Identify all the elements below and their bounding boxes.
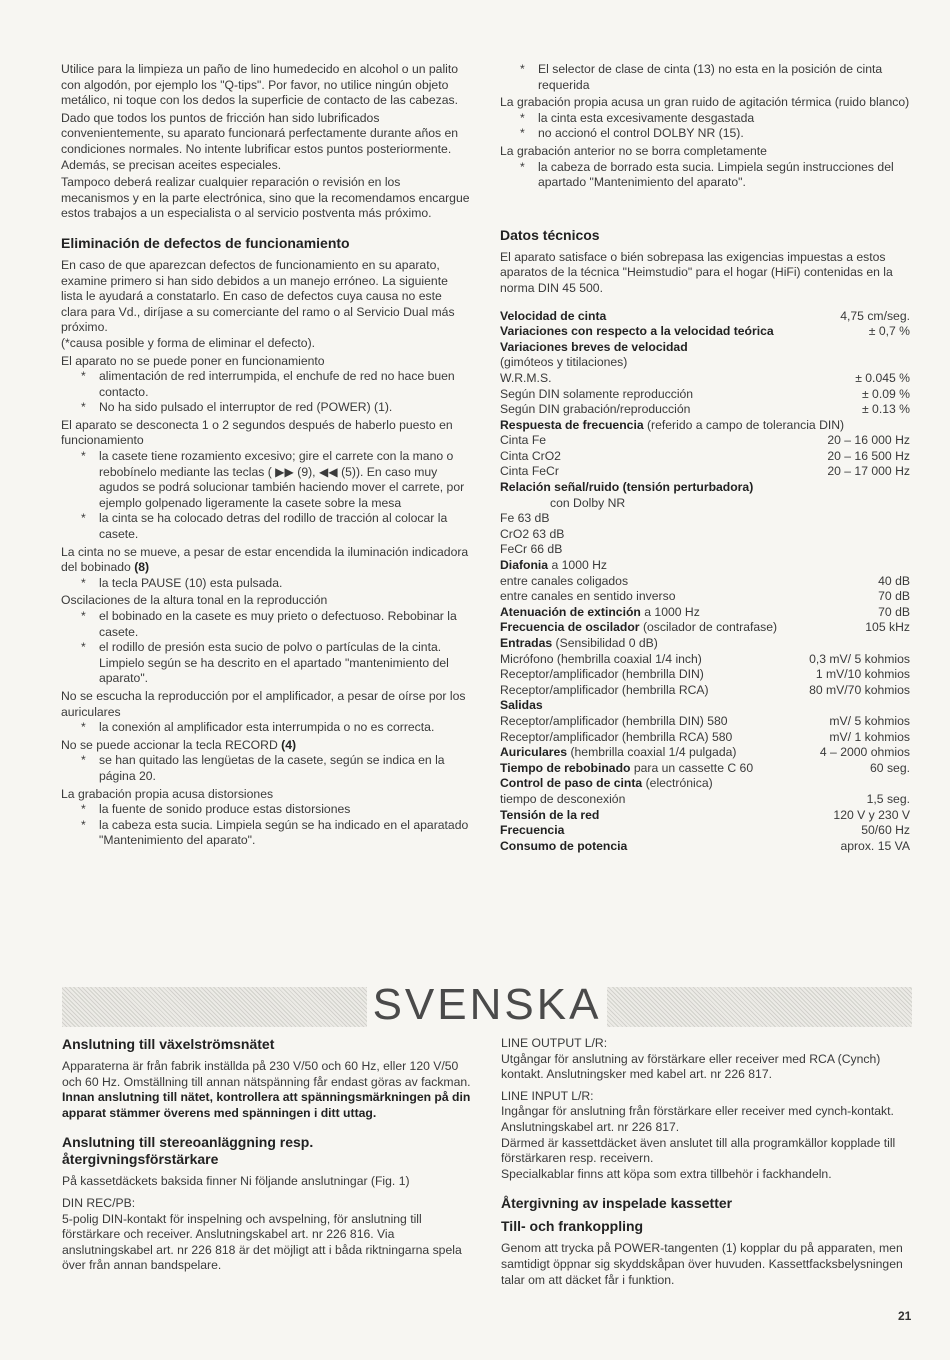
page-number: 21 — [898, 1309, 912, 1323]
right-column-bottom — [501, 1036, 911, 1288]
line-output-text: Utgångar för anslutning av förstärkare eller receiver med RCA (Cynch) kontakt. Anslutningsker med kabel art. nr 226 817. — [501, 1051, 881, 1082]
spec-note: (electrónica) — [645, 776, 713, 791]
spec-value: mV/ 5 kohmios — [829, 713, 910, 728]
fault-item — [500, 144, 910, 191]
fault-ref: (8) — [134, 560, 150, 575]
spec-label: Velocidad de cinta — [500, 308, 607, 323]
spec-label: Cinta Fe — [500, 433, 547, 448]
spec-label-group — [500, 449, 561, 465]
spec-row — [500, 776, 910, 792]
spec-row — [500, 667, 910, 683]
spec-label: Según DIN solamente reproducción — [500, 386, 694, 401]
fault-cause: * la cinta esta excesivamente desgastada — [500, 111, 910, 127]
spec-label-group — [500, 667, 704, 683]
spec-value: 40 dB — [878, 573, 910, 588]
fault-title — [500, 144, 910, 160]
spec-value: ± 0,7 % — [868, 324, 910, 339]
mains-warning: Innan anslutning till nätet, kontrollera att spänningsmärkningen på din apparat stämmer överens med spänningen i ditt uttag. — [62, 1090, 471, 1120]
fault-item — [61, 593, 471, 687]
fault-cause: * El selector de clase de cinta (13) no esta en la posición de cinta requerida — [500, 62, 910, 93]
spec-row — [500, 589, 910, 605]
fault-item — [500, 62, 910, 93]
spec-row — [500, 464, 910, 480]
spec-label-group — [500, 418, 844, 434]
section-heading-troubleshooting: Eliminación de defectos de funcionamiento — [61, 234, 350, 251]
spec-row — [500, 745, 910, 761]
spec-label-group — [500, 605, 700, 621]
heading-mains-connection: Anslutning till växelströmsnätet — [62, 1036, 275, 1052]
spec-label-group — [500, 698, 543, 714]
fault-cause: * el bobinado en la casete es muy prieto o defectuoso. Rebobinar la casete. — [61, 609, 471, 640]
spec-label-group — [500, 464, 559, 480]
spec-label: Auriculares — [500, 745, 568, 760]
spec-label: Variaciones con respecto a la velocidad teórica — [500, 324, 774, 339]
spec-row — [500, 309, 910, 325]
spec-label: Receptor/amplificador (hembrilla DIN) — [500, 667, 704, 682]
fault-cause: * el rodillo de presión esta sucio de polvo o partículas de la cinta. Limpielo según se ha descrito en el apartado "mantenimiento del aparato". — [61, 640, 471, 687]
fault-title — [61, 689, 471, 720]
spec-value: 70 dB — [878, 589, 910, 604]
spec-label-group — [500, 542, 562, 558]
language-banner — [62, 980, 912, 1029]
spec-value: 50/60 Hz — [861, 823, 910, 838]
spec-row — [500, 839, 910, 855]
fault-title-text: El aparato se desconecta 1 o 2 segundos después de haberlo puesto en funcionamiento — [61, 417, 453, 448]
spec-label-group — [500, 636, 658, 652]
section-heading-specs: Datos técnicos — [500, 226, 600, 243]
fault-title-text: La grabación anterior no se borra completamente — [500, 143, 767, 158]
line-input-text: Ingångar för anslutning från förstärkare eller receiver med cynch-kontakt. Anslutningskabel art. nr 226 817. — [501, 1104, 894, 1134]
spec-note: a 1000 Hz — [551, 558, 608, 573]
spec-row — [500, 402, 910, 418]
spec-value: 80 mV/70 kohmios — [809, 682, 910, 697]
spec-row — [500, 574, 910, 590]
spec-row — [500, 636, 910, 652]
spec-value: mV/ 1 kohmios — [829, 729, 910, 744]
on-off-text: Genom att trycka på POWER-tangenten (1) kopplar du på apparaten, men samtidigt öppnar sig skyddskåpan över huvuden. Kassettfacksbelysningen talar om att däcket får i funktion. — [501, 1241, 903, 1287]
intro-paragraph: Tampoco deberá realizar cualquier reparación o revisión en los mecanismos y en la parte electrónica, sino que la recomendamos encargue estos trabajos a un especialista o al servicio postventa más próximo. — [61, 175, 470, 221]
spec-value: 20 – 16 500 Hz — [827, 448, 910, 463]
spec-value: ± 0.045 % — [855, 370, 910, 385]
spec-label-group — [500, 371, 551, 387]
spec-label: CrO2 63 dB — [500, 526, 565, 541]
spec-value: ± 0.09 % — [861, 386, 910, 401]
fault-item — [61, 787, 471, 849]
troubleshooting-note: (*causa posible y forma de eliminar el defecto). — [61, 335, 316, 350]
spec-row — [500, 418, 910, 434]
spec-value: aprox. 15 VA — [840, 838, 910, 853]
spec-value: 4,75 cm/seg. — [840, 308, 910, 323]
spec-row — [500, 714, 910, 730]
fault-title-text: La cinta no se mueve, a pesar de estar encendida la iluminación indicadora del bobinado — [61, 544, 469, 575]
spec-row — [500, 355, 910, 371]
spec-label: Entradas — [500, 636, 553, 650]
spec-label-group — [500, 589, 675, 605]
mains-paragraph: Apparaterna är från fabrik inställda på 230 V/50 och 60 Hz, eller 120 V/50 och 60 Hz. Omställning till annan nätspänning får endast göras av fackman. — [62, 1059, 471, 1089]
spec-value: 4 – 2000 ohmios — [819, 745, 910, 760]
spec-row — [500, 652, 910, 668]
intro-paragraph: Dado que todos los puntos de fricción han sido lubrificados convenientemente, su aparato funcionará perfectamente durante años en condiciones normales. No intente lubrificar estos puntos posteriormente. Además, se precisan aceites especiales. — [61, 110, 459, 172]
spec-label: entre canales coligados — [500, 573, 629, 588]
fault-title-text: Oscilaciones de la altura tonal en la reproducción — [61, 593, 328, 608]
line-output-title: LINE OUTPUT L/R: — [501, 1036, 608, 1050]
fault-title — [61, 418, 471, 449]
spec-value: 70 dB — [878, 604, 910, 619]
fault-title — [500, 95, 910, 111]
spec-label-group — [500, 496, 625, 512]
spec-row — [500, 527, 910, 543]
spec-row — [500, 433, 910, 449]
spec-label-group — [500, 761, 753, 777]
spec-row — [500, 761, 910, 777]
fault-title — [61, 738, 471, 754]
spec-row — [500, 683, 910, 699]
fault-cause: * alimentación de red interrumpida, el enchufe de red no hace buen contacto. — [61, 369, 471, 400]
fault-ref: (4) — [281, 737, 297, 752]
spec-label: (gimóteos y titilaciones) — [500, 355, 628, 370]
spec-label-group — [500, 792, 625, 808]
spec-note: a 1000 Hz — [644, 604, 700, 619]
spec-label-group — [500, 402, 690, 418]
spec-value: 20 – 17 000 Hz — [827, 464, 910, 479]
left-column-top — [61, 62, 471, 851]
spec-label: FeCr 66 dB — [500, 542, 563, 557]
fault-list — [500, 62, 910, 191]
fault-title — [61, 787, 471, 803]
spec-label-group — [500, 558, 607, 574]
spec-label: Tiempo de rebobinado — [500, 760, 631, 775]
spec-value: 105 kHz — [865, 620, 910, 635]
spec-label-group — [500, 714, 728, 730]
spec-label-group — [500, 808, 599, 824]
spec-note: (Sensibilidad 0 dB) — [555, 636, 658, 650]
spec-label-group — [500, 309, 606, 325]
heading-stereo-connection: Anslutning till stereoanläggning resp. återgivningsförstärkare — [62, 1134, 314, 1168]
spec-row — [500, 620, 910, 636]
spec-row — [500, 511, 910, 527]
spec-label: Consumo de potencia — [500, 838, 628, 853]
spec-label: Receptor/amplificador (hembrilla RCA) 580 — [500, 729, 733, 744]
spec-row — [500, 605, 910, 621]
spec-row — [500, 387, 910, 403]
spec-label-group — [500, 324, 774, 340]
spec-row — [500, 480, 910, 496]
spec-value: 60 seg. — [870, 760, 910, 775]
fault-cause: * la fuente de sonido produce estas distorsiones — [61, 802, 471, 818]
fault-title-text: No se escucha la reproducción por el amplificador, a pesar de oírse por los auriculares — [61, 688, 466, 719]
spec-label-group — [500, 823, 564, 839]
spec-value: 0,3 mV/ 5 kohmios — [809, 651, 910, 666]
fault-item — [61, 418, 471, 543]
spec-row — [500, 792, 910, 808]
heading-playback: Återgivning av inspelade kassetter — [501, 1195, 733, 1212]
fault-cause: * la conexión al amplificador esta interrumpida o no es correcta. — [61, 720, 471, 736]
spec-label: Relación señal/ruido (tensión perturbadora) — [500, 480, 754, 495]
spec-label: Cinta FeCr — [500, 464, 559, 479]
spec-note: (referido a campo de tolerancia DIN) — [647, 417, 845, 432]
connections-intro: På kassetdäckets baksida finner Ni följande anslutningar (Fig. 1) — [62, 1174, 410, 1189]
spec-row — [500, 496, 910, 512]
spec-label-group — [500, 620, 777, 636]
spec-label: con Dolby NR — [550, 495, 626, 510]
spec-label: Receptor/amplificador (hembrilla DIN) 580 — [500, 713, 728, 728]
spec-label: Frecuencia de oscilador — [500, 620, 640, 635]
spec-row — [500, 542, 910, 558]
spec-label: Variaciones breves de velocidad — [500, 339, 688, 354]
spec-label-group — [500, 340, 688, 356]
spec-note: para un cassette C 60 — [633, 760, 754, 775]
fault-title — [61, 354, 471, 370]
spec-label: Respuesta de frecuencia — [500, 417, 644, 432]
fault-item — [61, 354, 471, 416]
line-input-text: Därmed är kassettdäcket även anslutet till alla programkällor kopplade till förstärkaren resp. receivern. — [501, 1135, 896, 1166]
spec-note: (hembrilla coaxial 1/4 pulgada) — [570, 745, 737, 760]
spec-label: Diafonia — [500, 558, 549, 573]
spec-row — [500, 698, 910, 714]
spec-value: 120 V y 230 V — [833, 807, 910, 822]
spec-label: Control de paso de cinta — [500, 776, 643, 791]
fault-cause: * la cabeza esta sucia. Limpiela según se ha indicado en el aparatado "Mantenimiento del aparato". — [61, 818, 471, 849]
line-input-text: Specialkablar finns att köpa som extra tillbehör i fackhandeln. — [501, 1166, 832, 1181]
spec-value: 20 – 16 000 Hz — [827, 433, 910, 448]
fault-title-text: El aparato no se puede poner en funcionamiento — [61, 353, 325, 368]
spec-label-group — [500, 527, 564, 543]
fault-title-text: La grabación propia acusa un gran ruido de agitación térmica (ruido blanco) — [500, 95, 910, 110]
spec-label-group — [500, 839, 627, 855]
fault-item — [61, 545, 471, 592]
fault-cause: * la cinta se ha colocado detras del rodillo de tracción al colocar la casete. — [61, 511, 471, 542]
spec-value: 1,5 seg. — [866, 791, 910, 806]
specs-intro: El aparato satisface o bién sobrepasa las exigencias impuestas a estos aparatos de la técnica "Heimstudio" para el hogar (HiFi) contenidas en la norma DIN 45 500. — [500, 249, 893, 295]
spec-label-group — [500, 433, 546, 449]
fault-title — [61, 593, 471, 609]
spec-row — [500, 558, 910, 574]
spec-label: Frecuencia — [500, 823, 565, 838]
banner-title: SVENSKA — [367, 980, 608, 1029]
spec-row — [500, 730, 910, 746]
spec-label-group — [500, 730, 732, 746]
fault-cause: * la casete tiene rozamiento excesivo; gire el carrete con la mano o rebobínelo mediante las teclas ( ▶▶ (9), ◀◀ (5)). En caso muy agudos se podrá solucionar también haciendo mover el carrete, por ejemplo golpenado ligeramente la casete sobre la mesa — [61, 449, 471, 511]
spec-label: entre canales en sentido inverso — [500, 589, 676, 604]
fault-item — [61, 738, 471, 785]
spec-label: Cinta CrO2 — [500, 448, 561, 463]
spec-label-group — [500, 511, 549, 527]
spec-label: Salidas — [500, 698, 543, 713]
intro-paragraph: Utilice para la limpieza un paño de lino humedecido en alcohol o un palito con algodón, por ejemplo los "Q-tips". Por favor, no utilice ningún objeto metálico, ni toque con los dedos la superficie de contacto de las cabezas. — [61, 62, 459, 108]
spec-label: tiempo de desconexión — [500, 791, 626, 806]
right-column-top — [500, 62, 910, 854]
spec-row — [500, 340, 910, 356]
spec-row — [500, 371, 910, 387]
spec-label: Micrófono (hembrilla coaxial 1/4 inch) — [500, 651, 702, 666]
spec-label-group — [500, 776, 713, 792]
spec-label: W.R.M.S. — [500, 370, 552, 385]
fault-item — [61, 689, 471, 736]
fault-cause: * se han quitado las lengüetas de la casete, según se indica en la página 20. — [61, 753, 471, 784]
spec-label: Receptor/amplificador (hembrilla RCA) — [500, 682, 709, 697]
fault-title-text: No se puede accionar la tecla RECORD — [61, 737, 278, 752]
fault-item — [500, 95, 910, 142]
spec-value: ± 0.13 % — [861, 402, 910, 417]
spec-row — [500, 823, 910, 839]
spec-row — [500, 449, 910, 465]
spec-label-group — [500, 683, 709, 699]
spec-label-group — [500, 745, 736, 761]
spec-label-group — [500, 480, 753, 496]
din-text: 5-polig DIN-kontakt för inspelning och avspelning, för anslutning till förstärkare och receiver. Anslutningskabel art. nr 226 816. Via anslutningskabel art. nr 226 818 är det möjligt att i båda riktningarna spela över från annan bandspelare. — [62, 1211, 462, 1273]
spec-row — [500, 808, 910, 824]
left-column-bottom — [62, 1036, 472, 1274]
fault-cause: * la cabeza de borrado esta sucia. Limpiela según instrucciones del apartado "Mantenimiento del aparato". — [500, 160, 910, 191]
fault-cause: * la tecla PAUSE (10) esta pulsada. — [61, 576, 471, 592]
fault-cause: * no accionó el control DOLBY NR (15). — [500, 126, 910, 142]
troubleshooting-intro: En caso de que aparezcan defectos de funcionamiento en su aparato, examine primero si han sido debidos a un manejo erróneo. La siguiente lista le ayudará a constatarlo. En caso de defectos cuya causa no este clara para Vd., diríjase a su comerciante del ramo o al Servicio Dual más próximo. — [61, 257, 455, 335]
spec-label-group — [500, 387, 693, 403]
spec-label-group — [500, 574, 628, 590]
line-input-title: LINE INPUT L/R: — [501, 1088, 594, 1103]
fault-list — [61, 354, 471, 849]
spec-label-group — [500, 652, 702, 668]
din-title: DIN REC/PB: — [62, 1195, 136, 1210]
spec-label: Según DIN grabación/reproducción — [500, 402, 691, 417]
fault-title-text: La grabación propia acusa distorsiones — [61, 786, 274, 801]
spec-value: 1 mV/10 kohmios — [815, 667, 910, 682]
spec-label: Fe 63 dB — [500, 511, 550, 526]
fault-title — [61, 545, 471, 576]
spec-label-group — [500, 355, 627, 371]
heading-on-off: Till- och frankoppling — [501, 1218, 644, 1235]
spec-note: (oscilador de contrafase) — [642, 620, 778, 635]
spec-label: Tensión de la red — [500, 807, 600, 822]
spec-row — [500, 324, 910, 340]
fault-cause: * No ha sido pulsado el interruptor de red (POWER) (1). — [61, 400, 471, 416]
spec-table — [500, 309, 910, 855]
spec-label: Atenuación de extinción — [500, 604, 641, 619]
